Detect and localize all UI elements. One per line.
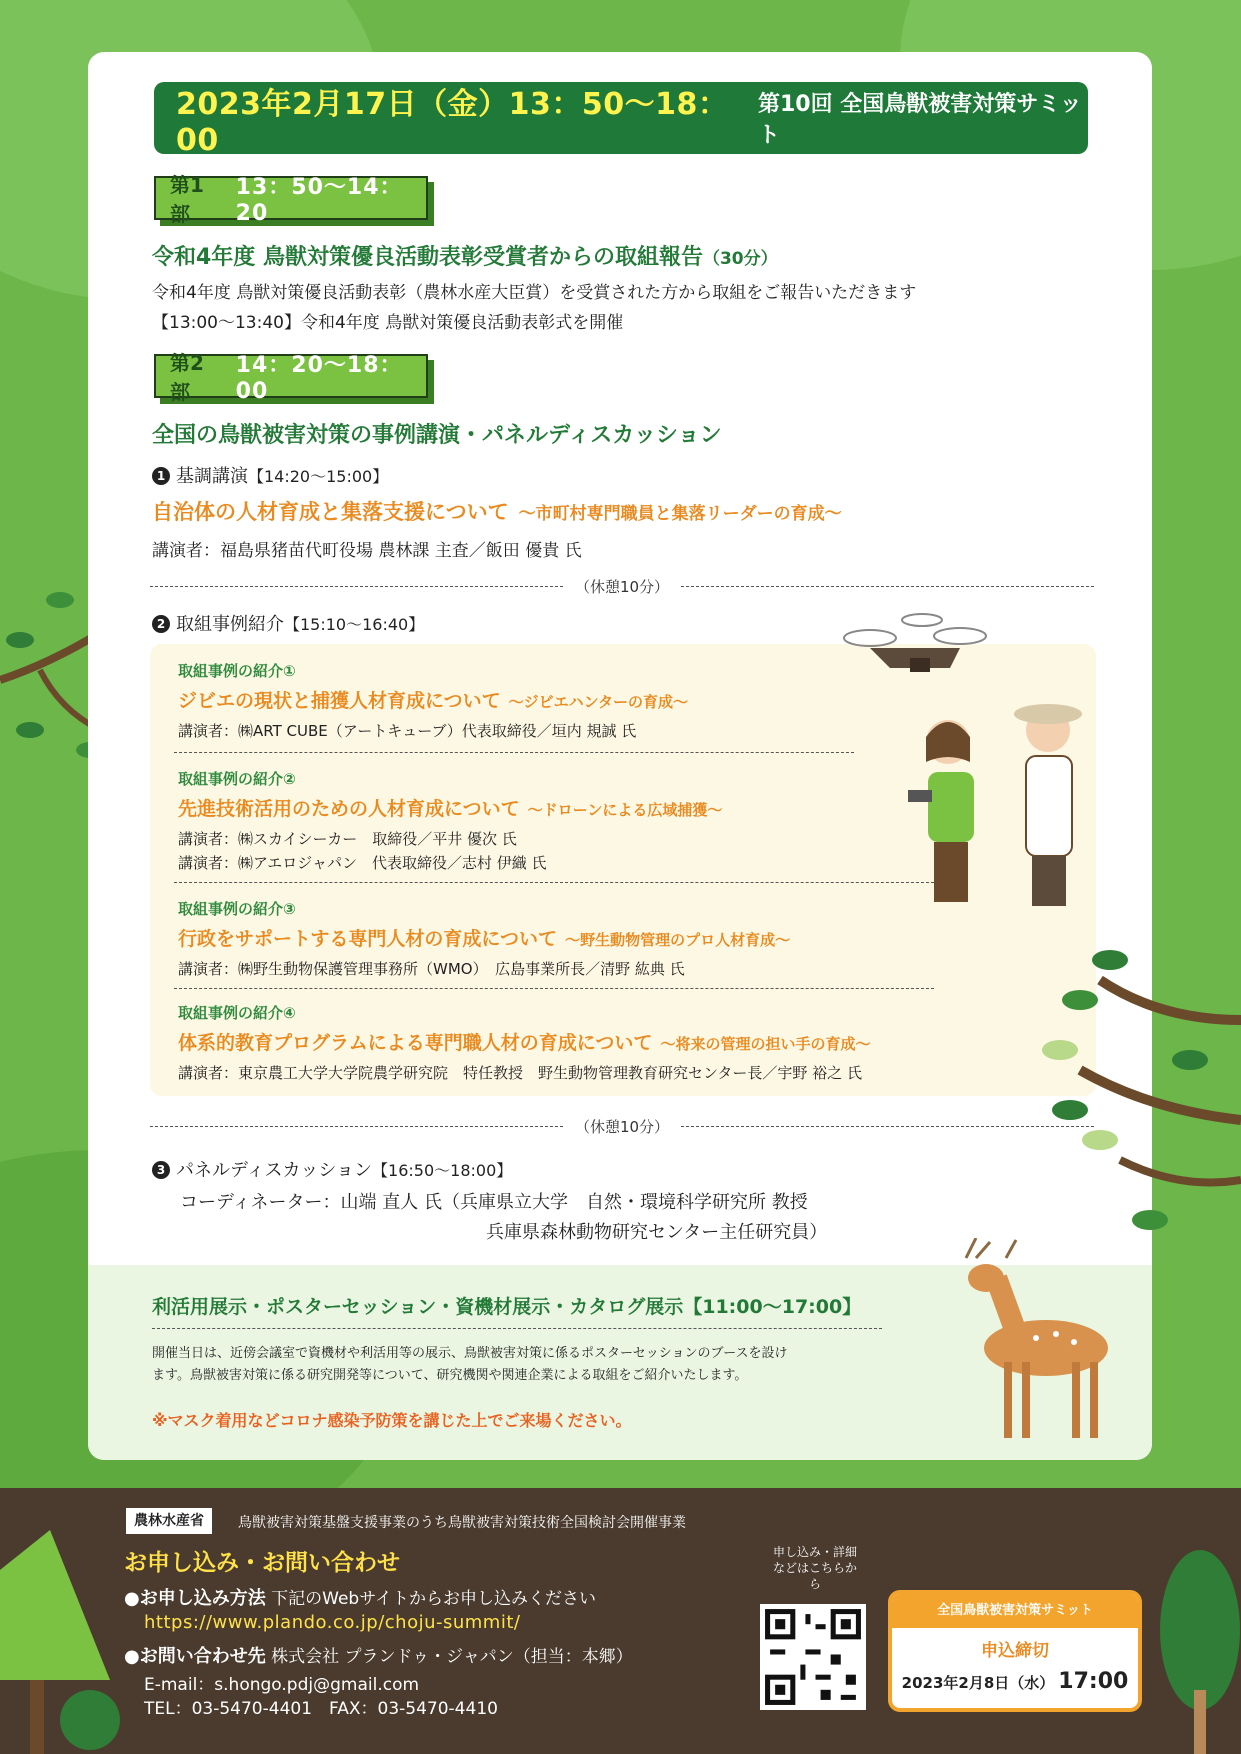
part1-badge: [154, 173, 428, 226]
number-icon: 1: [152, 467, 170, 485]
case-tag: 取組事例の紹介②: [178, 770, 296, 788]
divider: [174, 988, 934, 989]
number-icon: 2: [152, 615, 170, 633]
content-card: [88, 52, 1152, 1460]
inquiry-contact: ●お問い合わせ先 株式会社 プランドゥ・ジャパン（担当：本郷）: [124, 1646, 633, 1667]
case-speaker: 講演者：東京農工大学大学院農学研究院 特任教授 野生動物管理教育研究センター長／宇野 裕之 氏: [178, 1064, 862, 1082]
keynote-title: 自治体の人材育成と集落支援について 〜市町村専門職員と集落リーダーの育成〜: [152, 500, 842, 524]
panel-heading: 3 パネルディスカッション【16:50〜18:00】: [152, 1156, 512, 1182]
deadline-date: 2023年2月8日（水） 17:00: [901, 1669, 1129, 1694]
part1-description: 令和4年度 鳥獣対策優良活動表彰（農林水産大臣賞）を受賞された方から取組をご報告いただきます: [152, 283, 917, 303]
cases-heading: 2 取組事例紹介【15:10〜16:40】: [152, 610, 424, 636]
covid-notice: ※マスク着用などコロナ感染予防策を講じた上でご来場ください。: [152, 1411, 632, 1430]
part1-time: 13：50〜14：20: [235, 175, 403, 226]
exhibit-title: 利活用展示・ポスターセッション・資機材展示・カタログ展示【11:00〜17:00】: [152, 1296, 862, 1318]
tree-branch-right-illustration: [1040, 940, 1241, 1260]
apply-method: ●お申し込み方法 下記のWebサイトからお申し込みください: [124, 1588, 596, 1609]
case-title: 行政をサポートする専門人材の育成について 〜野生動物管理のプロ人材育成〜: [178, 928, 791, 950]
case-speaker: 講演者：㈱ART CUBE（アートキューブ）代表取締役／垣内 規誠 氏: [178, 722, 637, 740]
tree-right-illustration: [1150, 1550, 1241, 1754]
exhibit-description: 開催当日は、近傍会議室で資機材や利活用等の展示、鳥獣被害対策に係るポスターセッションのブースを設け: [152, 1346, 788, 1361]
qr-note: 申し込み・詳細などはこちらから: [772, 1545, 857, 1591]
case-speaker: 講演者：㈱スカイシーカー 取締役／平井 優次 氏: [178, 830, 517, 848]
event-date: 2023年2月17日（金）13：50〜18：00: [176, 86, 729, 158]
divider: [174, 882, 934, 883]
part1-title: 令和4年度 鳥獣対策優良活動表彰受賞者からの取組報告（30分）: [152, 245, 778, 270]
tree-left-illustration: [0, 1530, 120, 1754]
case-tag: 取組事例の紹介③: [178, 900, 296, 918]
exhibit-description: ます。鳥獣被害対策に係る研究開発等について、研究機関や関連企業による取組をご紹介いたします。: [152, 1368, 748, 1383]
part1-label: 第1部: [170, 173, 204, 226]
deer-illustration: [946, 1238, 1126, 1448]
part1-ceremony-note: 【13:00〜13:40】令和4年度 鳥獣対策優良活動表彰式を開催: [152, 313, 624, 333]
deadline-header: 全国鳥獣被害対策サミット: [892, 1594, 1138, 1628]
part2-label: 第2部: [170, 351, 204, 404]
part2-badge: [154, 351, 428, 404]
deadline-label: 申込締切: [981, 1641, 1049, 1661]
part2-title: 全国の鳥獣被害対策の事例講演・パネルディスカッション: [152, 423, 722, 448]
part2-time: 14：20〜18：00: [235, 353, 403, 404]
keynote-speaker: 講演者：福島県猪苗代町役場 農林課 主査／飯田 優貴 氏: [152, 541, 582, 561]
divider: [152, 1328, 882, 1329]
event-banner: [154, 82, 1088, 158]
case-title: 先進技術活用のための人材育成について 〜ドローンによる広域捕獲〜: [178, 798, 723, 820]
case-speaker: 講演者：㈱アエロジャパン 代表取締役／志村 伊織 氏: [178, 854, 547, 872]
divider: [174, 752, 854, 753]
break-divider: （休憩10分）: [150, 576, 1094, 596]
qr-code-icon[interactable]: [760, 1604, 866, 1710]
number-icon: 3: [152, 1161, 170, 1179]
people-illustration: [908, 692, 1108, 922]
coordinator-line2: 兵庫県森林動物研究センター主任研究員）: [486, 1222, 828, 1243]
project-name: 鳥獣被害対策基盤支援事業のうち鳥獣被害対策技術全国検討会開催事業: [238, 1515, 686, 1531]
keynote-heading: 1 基調講演【14:20〜15:00】: [152, 462, 388, 488]
case-title: ジビエの現状と捕獲人材育成について 〜ジビエハンターの育成〜: [178, 690, 689, 712]
event-title: 第10回 全国鳥獣被害対策サミット: [757, 92, 1082, 148]
contact-title: お申し込み・お問い合わせ: [124, 1550, 400, 1576]
case-speaker: 講演者：㈱野生動物保護管理事務所（WMO） 広島事業所長／清野 紘典 氏: [178, 960, 685, 978]
deadline-box: [888, 1590, 1142, 1712]
ministry-label: 農林水産省: [126, 1508, 212, 1534]
coordinator-line1: コーディネーター：山端 直人 氏（兵庫県立大学 自然・環境科学研究所 教授: [180, 1192, 808, 1213]
application-url-link[interactable]: https://www.plando.co.jp/choju-summit/: [144, 1612, 521, 1633]
case-tag: 取組事例の紹介④: [178, 1004, 296, 1022]
case-title: 体系的教育プログラムによる専門職人材の育成について 〜将来の管理の担い手の育成〜: [178, 1032, 871, 1054]
email-address[interactable]: E-mail：s.hongo.pdj@gmail.com: [144, 1675, 420, 1695]
break-divider: （休憩10分）: [150, 1116, 1094, 1136]
case-tag: 取組事例の紹介①: [178, 662, 296, 680]
phone-fax: TEL：03-5470-4401 FAX：03-5470-4410: [144, 1699, 498, 1719]
